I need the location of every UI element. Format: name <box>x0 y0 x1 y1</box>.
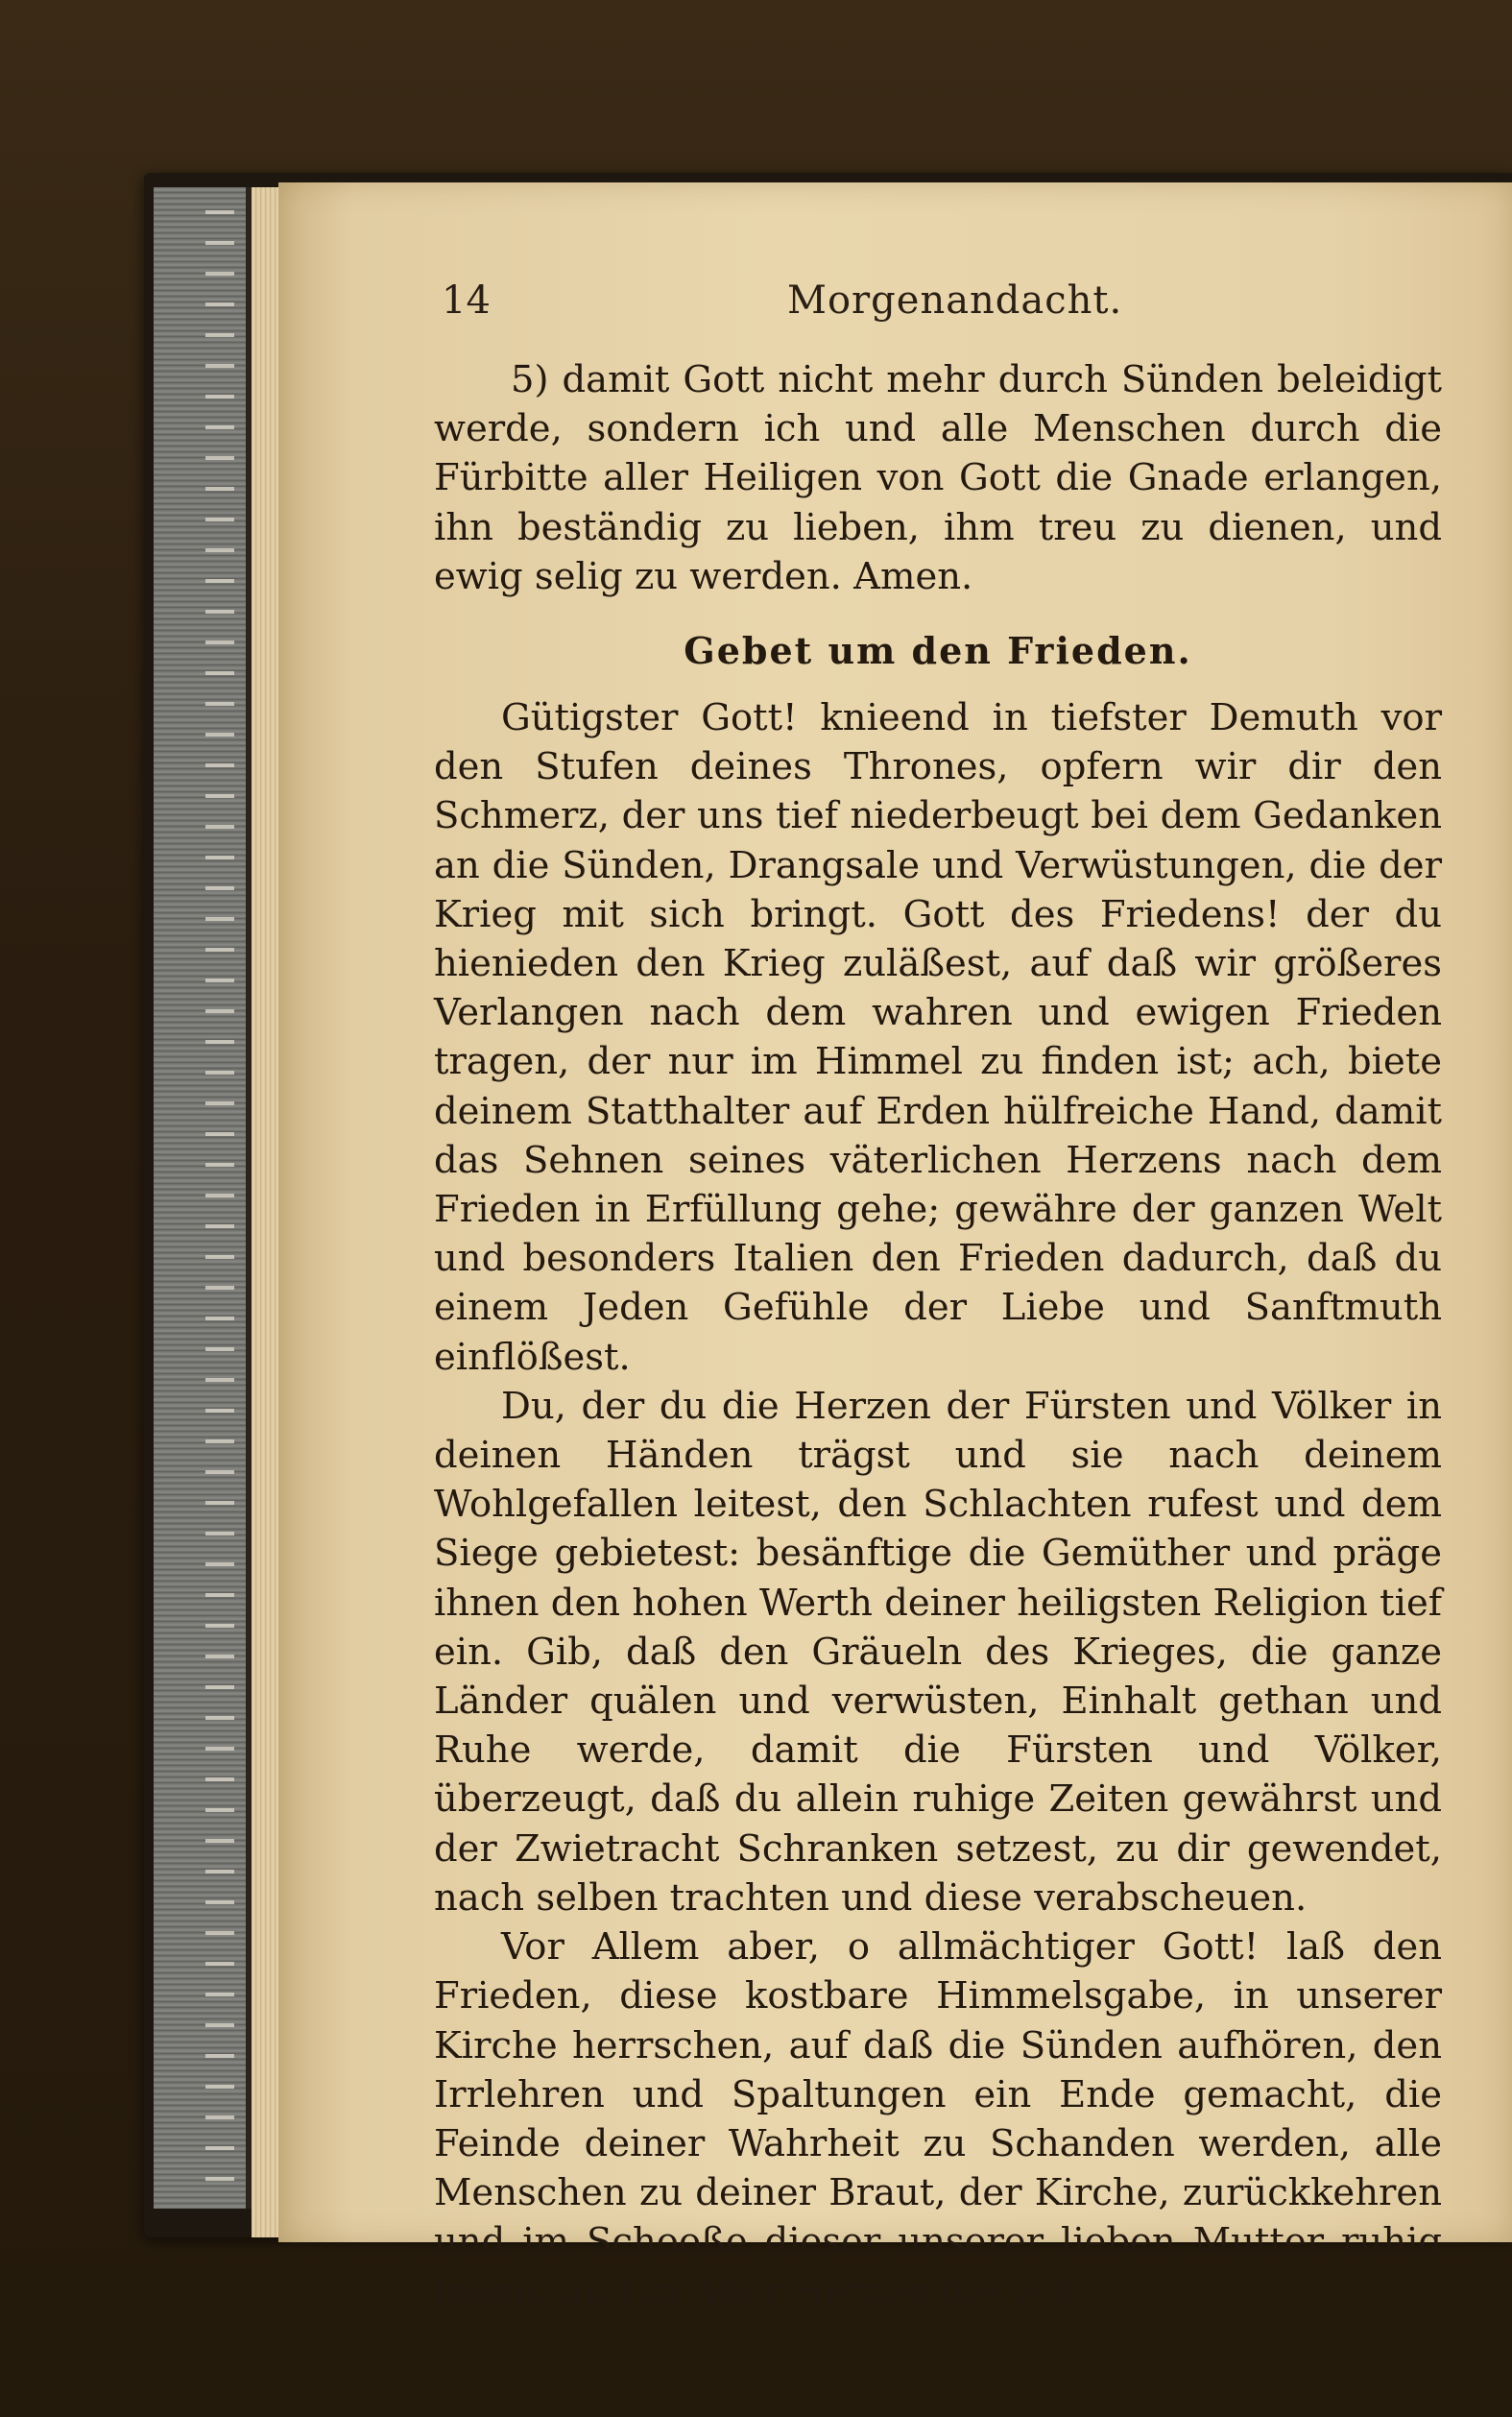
page-text <box>434 355 1442 2316</box>
section-title: Gebet um den Frieden. <box>684 629 1192 673</box>
paragraph-3: Du, der du die Herzen der Fürsten und Völker in deinen Händen trägst und sie nach deinem Wohlgefallen leitest, den Schlachten rufest und dem Siege gebietest: besänftige die Gemüther und präge ihnen den hohen Werth deiner heiligsten Religion tief ein. Gib, daß den Gräueln des Krieges, die ganze Länder quälen und verwüsten, Einhalt gethan und Ruhe werde, damit die Fürsten und Völker, überzeugt, daß du allein ruhige Zeiten gewährst und der Zwietracht Schranken setzest, zu dir gewendet, nach selben trachten und diese verabscheuen. <box>434 1384 1442 1920</box>
paragraph-2: Gütigster Gott! knieend in tiefster Demuth vor den Stufen deines Thrones, opfern wir dir den Schmerz, der uns tief niederbeugt bei dem Gedanken an die Sünden, Drangsale und Verwüstungen, die der Krieg mit sich bringt. Gott des Friedens! der du hienieden den Krieg zuläßest, auf daß wir größeres Verlangen nach dem wahren und ewigen Frieden tragen, der nur im Himmel zu finden ist; ach, biete deinem Statthalter auf Erden hülfreiche Hand, damit das Sehnen seines väterlichen Herzens nach dem Frieden in Erfüllung gehe; gewähre der ganzen Welt und besonders Italien den Frieden dadurch, daß du einem Jeden Gefühle der Liebe und Sanftmuth einflößest. <box>434 696 1442 1379</box>
spine-stitching <box>205 197 234 2194</box>
paragraph-1: 5) damit Gott nicht mehr durch Sünden beleidigt werde, sondern ich und alle Menschen durch die Fürbitte aller Heiligen von Gott die Gnade erlangen, ihn beständig zu lieben, ihm treu zu dienen, und ewig selig zu werden. Amen. <box>434 358 1442 598</box>
book-spine <box>154 187 252 2209</box>
running-head: Morgenandacht. <box>787 278 1123 323</box>
page-number: 14 <box>442 278 491 323</box>
page-header <box>442 278 1306 336</box>
paragraph-4: Vor Allem aber, o allmächtiger Gott! laß den Frieden, diese kostbare Himmelsgabe, in unserer Kirche herrschen, auf daß die Sünden aufhören, den Irrlehren und Spaltungen ein Ende gemacht, die Feinde deiner Wahrheit zu Schanden werden, alle Menschen zu deiner Braut, der Kirche, zurückkehren und im Schooße dieser unserer lieben Mutter ruhig leben, und in Aller Herzen die voll- <box>434 1925 1442 2313</box>
page-edges <box>252 187 280 2237</box>
